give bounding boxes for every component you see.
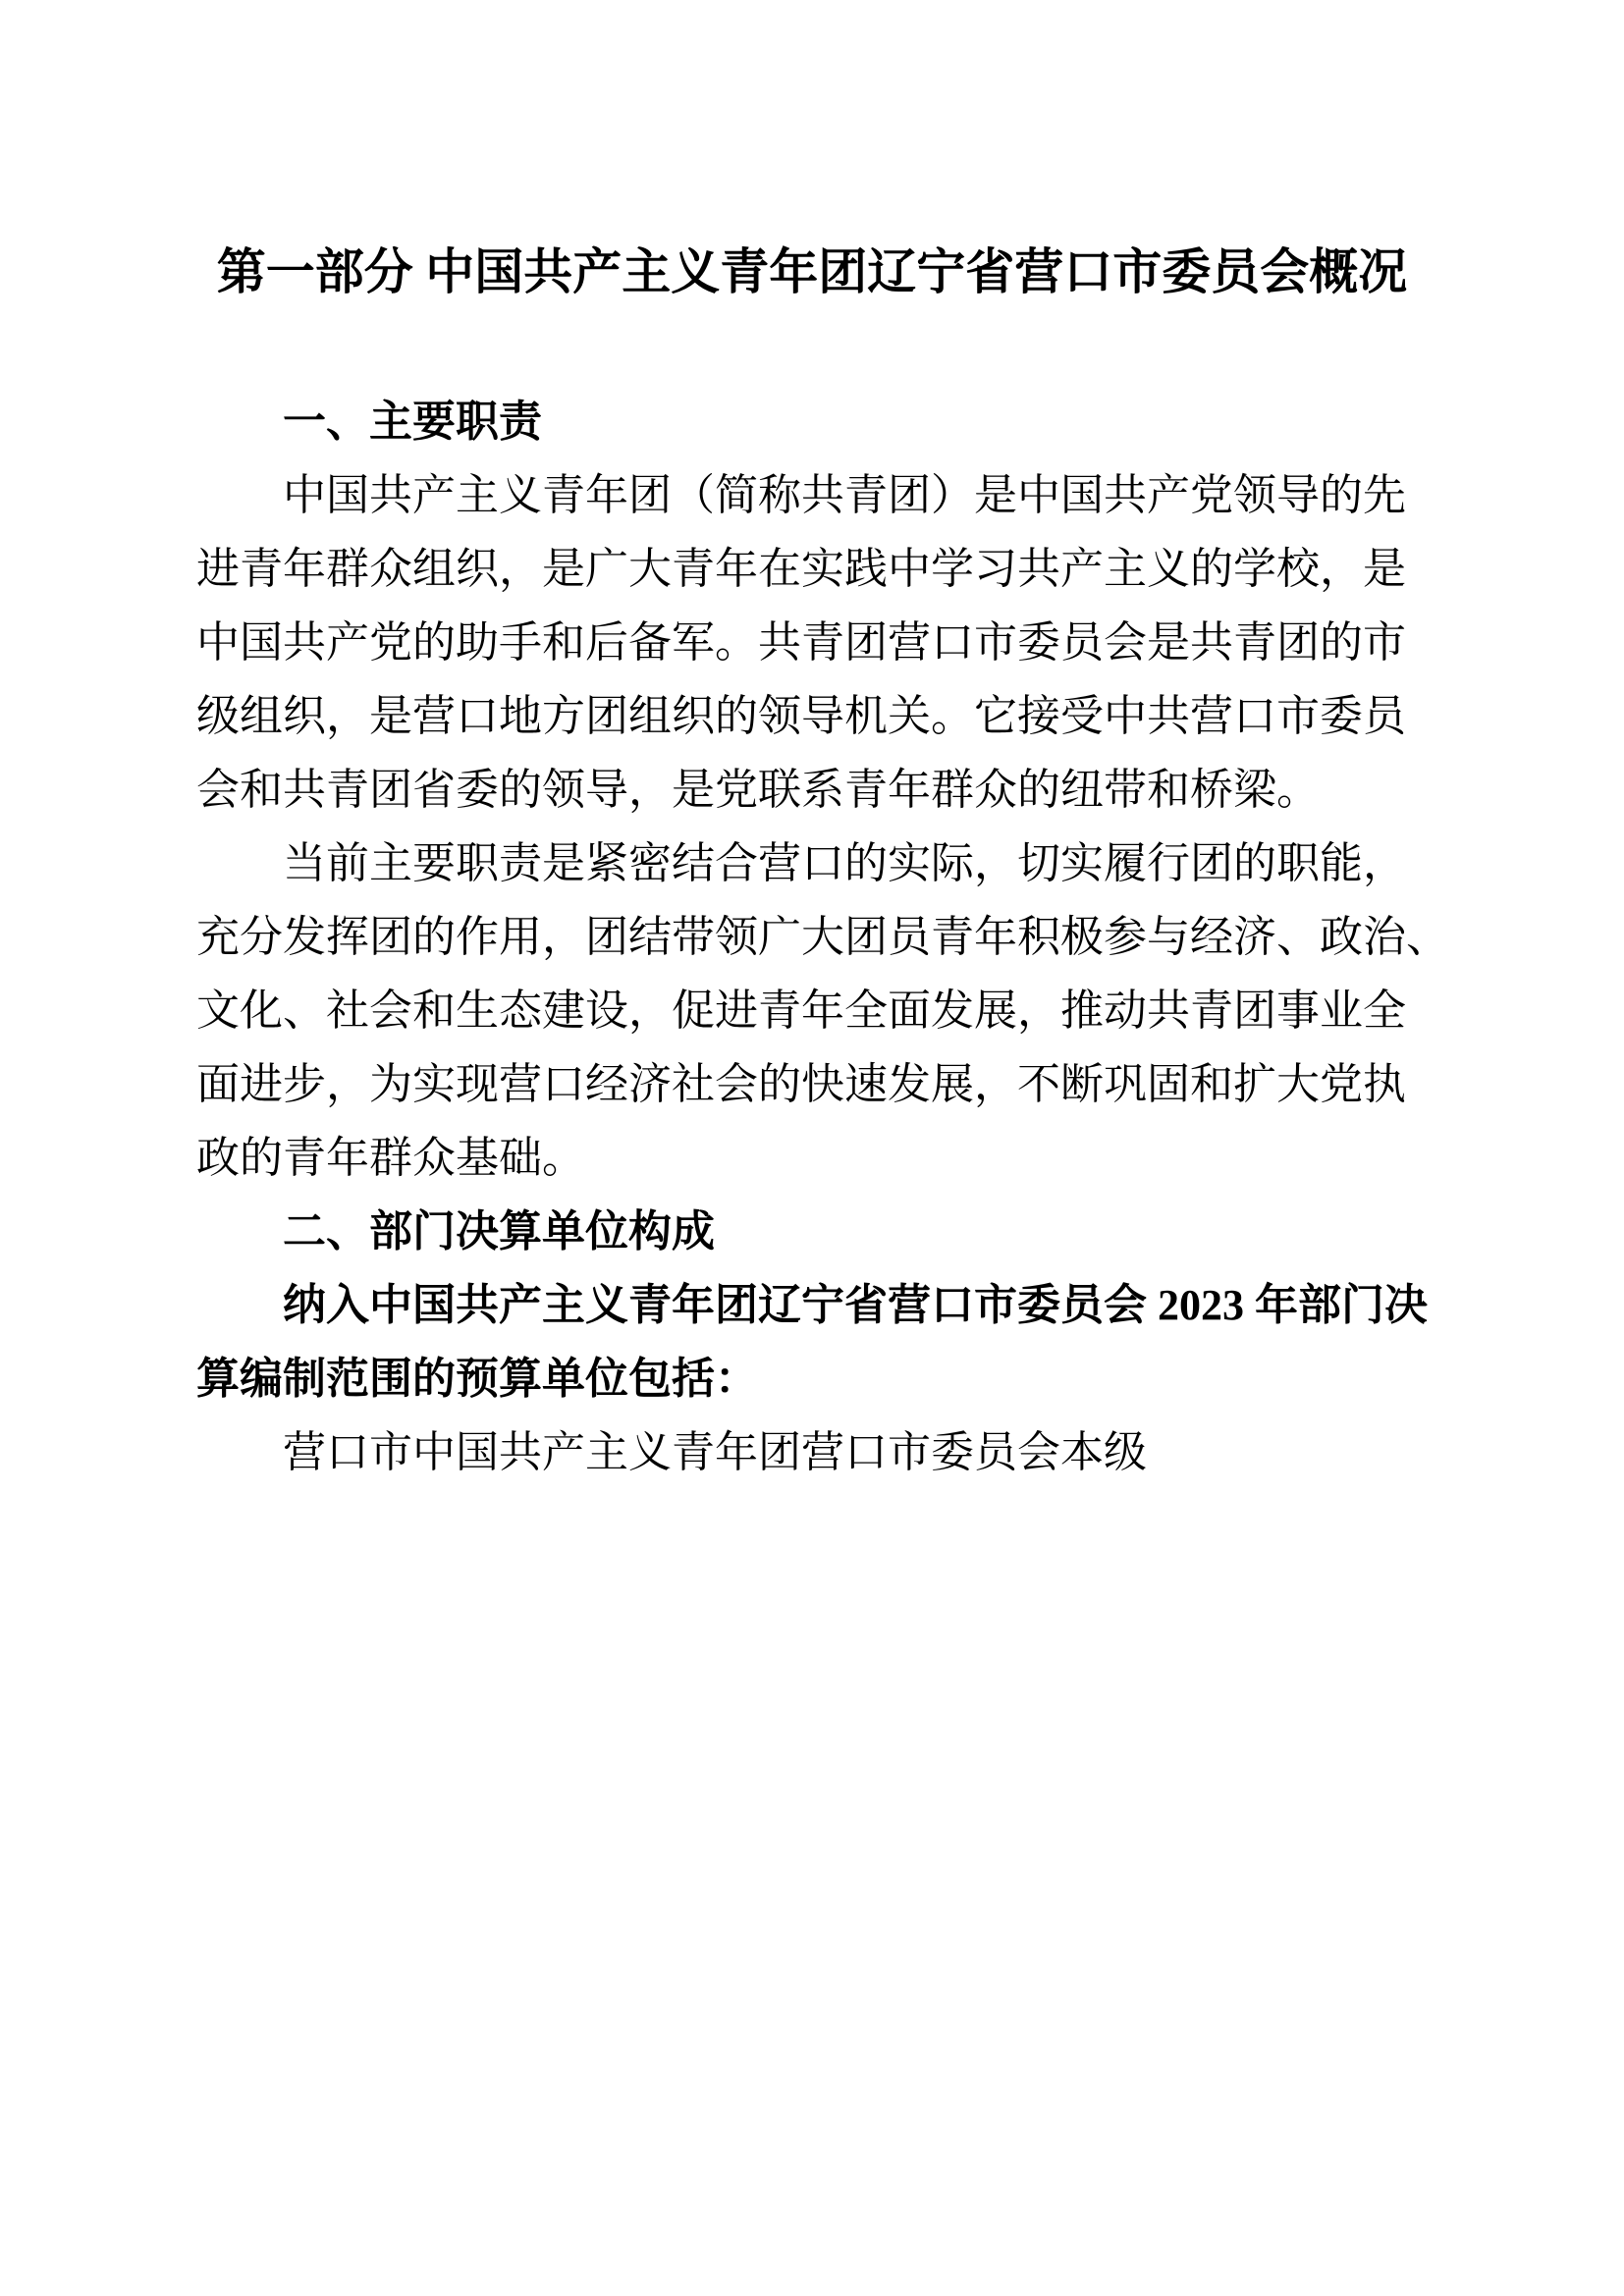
paragraph-2-line: 当前主要职责是紧密结合营口的实际，切实履行团的职能， (283, 839, 1406, 887)
paragraph-1-line: 进青年群众组织，是广大青年在实践中学习共产主义的学校，是 (196, 545, 1406, 593)
paragraph-3-line: 纳入中国共产主义青年团辽宁省营口市委员会 2023 年部门决 (283, 1281, 1428, 1329)
paragraph-2-line: 政的青年群众基础。 (196, 1134, 585, 1182)
section-2-heading: 二、部门决算单位构成 (283, 1207, 715, 1255)
section-1-heading: 一、主要职责 (283, 398, 542, 446)
paragraph-1-line: 中国共产主义青年团（简称共青团）是中国共产党领导的先 (283, 471, 1406, 519)
paragraph-1-line: 中国共产党的助手和后备军。共青团营口市委员会是共青团的市 (196, 618, 1406, 667)
document-body (196, 385, 1449, 1489)
paragraph-2-line: 面进步，为实现营口经济社会的快速发展，不断巩固和扩大党执 (196, 1060, 1406, 1108)
paragraph-1-line: 会和共青团省委的领导，是党联系青年群众的纽带和桥梁。 (196, 766, 1320, 814)
paragraph-2-line: 充分发挥团的作用，团结带领广大团员青年积极参与经济、政治、 (196, 913, 1449, 961)
paragraph-4-line: 营口市中国共产主义青年团营口市委员会本级 (283, 1428, 1147, 1476)
paragraph-2-line: 文化、社会和生态建设，促进青年全面发展，推动共青团事业全 (196, 987, 1406, 1035)
paragraph-1-line: 级组织，是营口地方团组织的领导机关。它接受中共营口市委员 (196, 692, 1406, 740)
page-title: 第一部分 中国共产主义青年团辽宁省营口市委员会概况 (216, 244, 1408, 299)
paragraph-3-line: 算编制范围的预算单位包括： (196, 1355, 758, 1403)
